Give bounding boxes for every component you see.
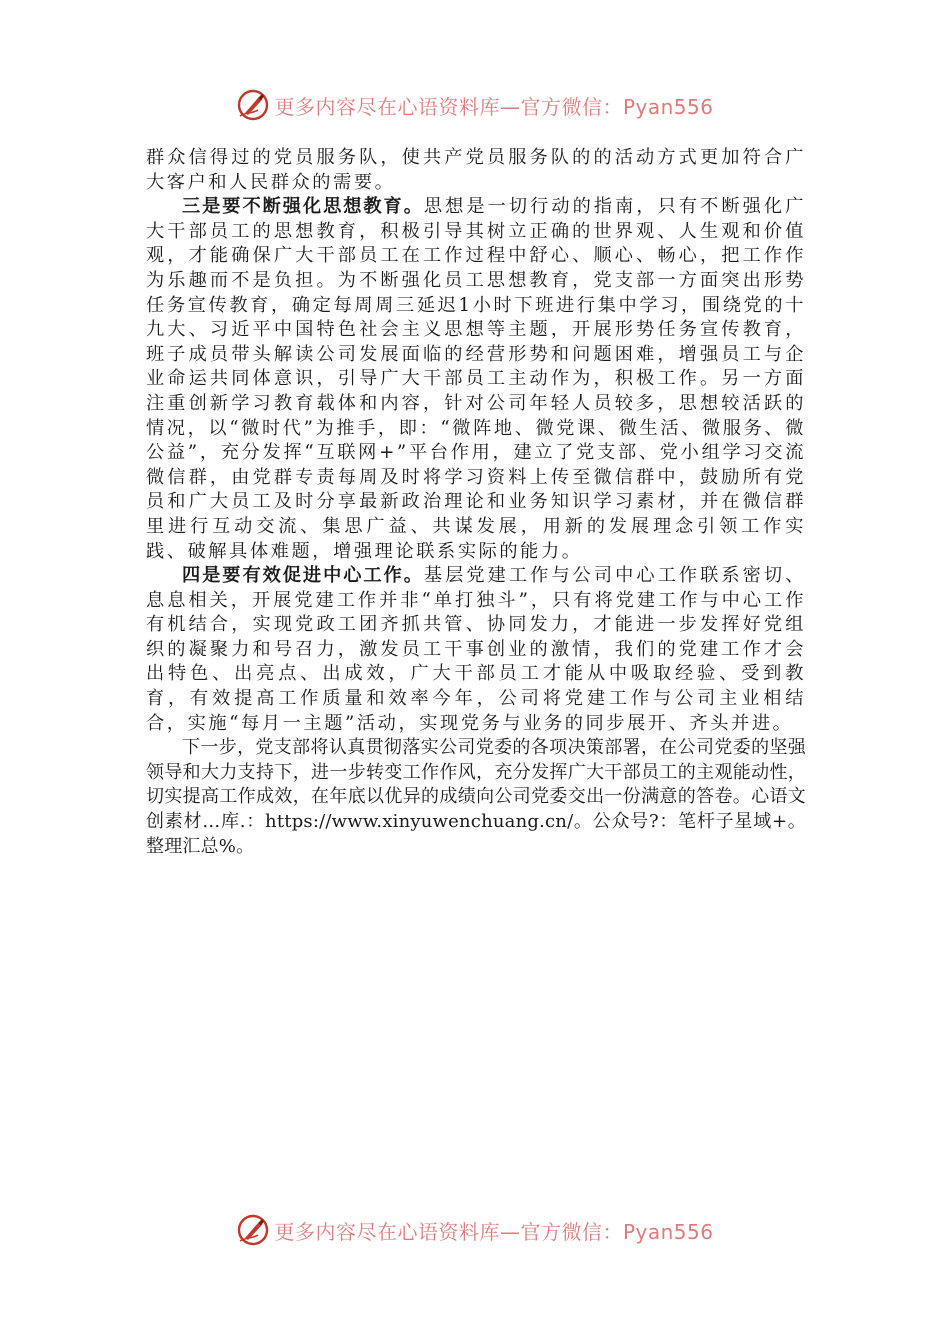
section-heading-3: 三是要不断强化思想教育。 (182, 196, 424, 218)
paragraph-3-text: 基层党建工作与公司中心工作联系密切、息息相关，开展党建工作并非“单打独斗”，只有将党建工作与中心工作有机结合，实现党政工团齐抓共管、协同发力，才能进一步发挥好党组织的凝聚力和号召力，激发员工干事创业的激情，我们的党建工作才会出特色、出亮点、出成效，广大干部员工才能从中吸取经验、受到教育，有效提高工作质量和效率今年，公司将党建工作与公司主业相结合，实施“每月一主题”活动，实现党务与业务的同步展开、齐头并进。 (146, 565, 806, 734)
document-body (146, 146, 806, 859)
paragraph-4: 下一步，党支部将认真贯彻落实公司党委的各项决策部署，在公司党委的坚强领导和大力支持下，进一步转变工作作风，充分发挥广大干部员工的主观能动性，切实提高工作成效，在年底以优异的成绩向公司党委交出一份满意的答卷。心语文创素材…库.：https://www.xinyuwenchuang.cn/。公众号?：笔杆子星域+。整理汇总%。 (146, 737, 806, 857)
banner-text: 更多内容尽在心语资料库—官方微信：Pyan556 (274, 94, 714, 119)
pen-logo-icon (236, 88, 270, 122)
footer-banner (0, 1207, 950, 1253)
paragraph-2 (146, 195, 806, 564)
paragraph-2-text: 思想是一切行动的指南，只有不断强化广大干部员工的思想教育，积极引导其树立正确的世界观、人生观和价值观，才能确保广大干部员工在工作过程中舒心、顺心、畅心，把工作作为乐趣而不是负担。为不断强化员工思想教育，党支部一方面突出形势任务宣传教育，确定每周周三延迟1小时下班进行集中学习，围绕党的十九大、习近平中国特色社会主义思想等主题，开展形势任务宣传教育，班子成员带头解读公司发展面临的经营形势和问题困难，增强员工与企业命运共同体意识，引导广大干部员工主动作为，积极工作。另一方面注重创新学习教育载体和内容，针对公司年轻人员较多，思想较活跃的情况，以“微时代”为推手，即：“微阵地、微党课、微生活、微服务、微公益”，充分发挥“互联网+”平台作用，建立了党支部、党小组学习交流微信群，由党群专责每周及时将学习资料上传至微信群中，鼓励所有党员和广大员工及时分享最新政治理论和业务知识学习素材，并在微信群里进行互动交流、集思广益、共谋发展，用新的发展理念引领工作实践、破解具体难题，增强理论联系实际的能力。 (146, 196, 806, 562)
banner-text: 更多内容尽在心语资料库—官方微信：Pyan556 (274, 1219, 714, 1244)
section-heading-4: 四是要有效促进中心工作。 (182, 565, 424, 587)
pen-logo-icon (236, 1213, 270, 1247)
header-banner (0, 82, 950, 128)
paragraph-1: 群众信得过的党员服务队，使共产党员服务队的的活动方式更加符合广大客户和人民群众的需要。 (146, 147, 806, 193)
paragraph-3 (146, 564, 806, 736)
